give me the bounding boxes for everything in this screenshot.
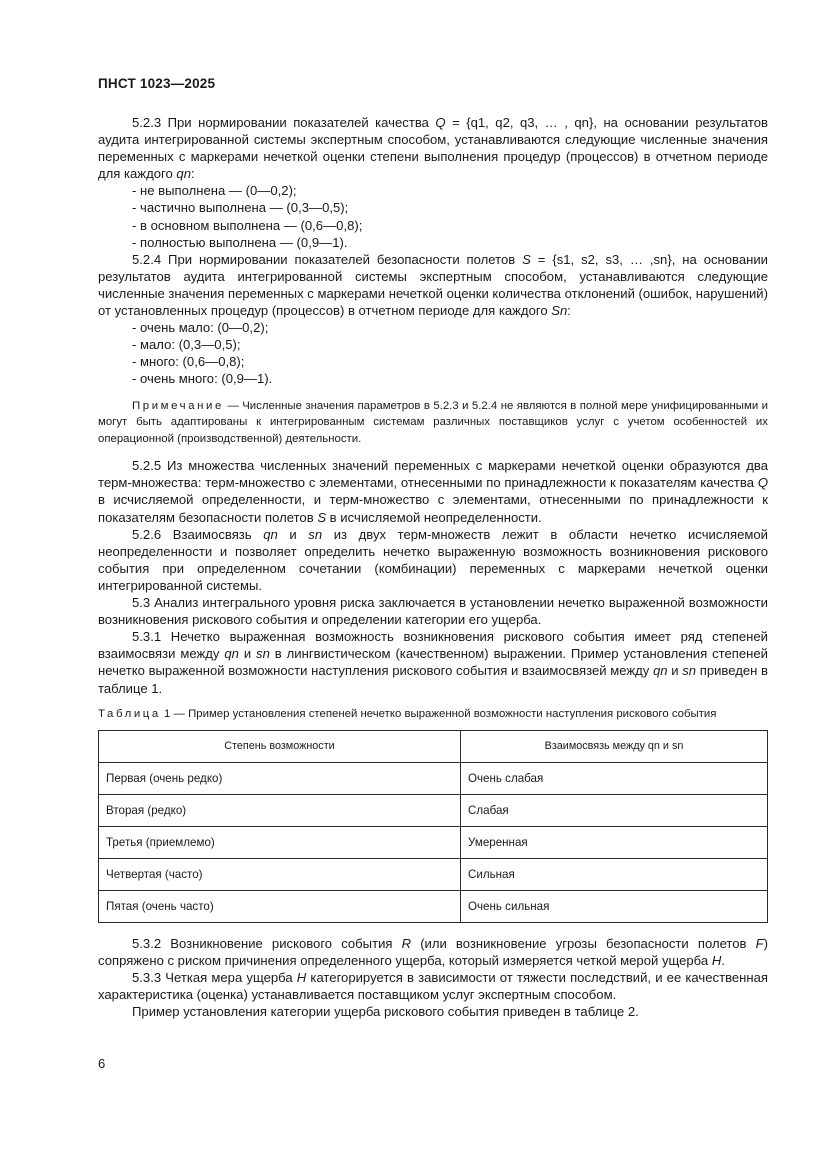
variable: F [755,935,764,951]
variable: qn [176,166,191,182]
column-header: Взаимосвязь между qn и sn [461,730,768,762]
table-row [99,826,768,858]
paragraph-5-3-1 [98,628,768,696]
table-cell: Четвертая (часто) [99,858,461,890]
paragraph-5-2-6 [98,526,768,594]
list-item: - частично выполнена — (0,3—0,5); [132,200,349,216]
list-item: - очень много: (0,9—1). [132,371,273,387]
variable: Q [435,115,446,130]
variable: qn [224,646,239,662]
text-run: 5.2.5 Из множества численных значений переменных с маркерами нечеткой оценки образуются два терм-множества: терм-множество с элементами, отнесенными по принадлежности к показателям качества [98,458,768,491]
text-run: : [190,166,195,182]
paragraph-5-3-2 [98,935,768,969]
variable: sn [308,526,323,542]
text-run: . [721,952,725,968]
text-run: приведен в таблице 1. [98,663,769,696]
text-run: , на основании результатов аудита интегрированной системы экспертным способом, устанавливаются следующие численные значения переменных с маркерами нечеткой оценки количества отклонений (ошибок, нарушений) от установленных процедур (процессов) в отчетном периоде для каждого [98,251,768,319]
text-run: : [567,303,571,319]
table-row [99,762,768,794]
variable: S [522,251,531,267]
variable: H [296,969,307,985]
table-cell: Первая (очень редко) [99,762,461,794]
variable: Q [757,475,768,491]
text-run: и [238,646,257,662]
paragraph-5-2-4 [98,251,768,319]
variable: H [711,952,722,968]
table-cell: Вторая (редко) [99,794,461,826]
list-item: - много: (0,6—0,8); [132,354,245,370]
list-item: - полностью выполнена — (0,9—1). [132,234,348,250]
paragraph-table-2-reference: Пример установления категории ущерба рискового события приведен в таблице 2. [132,1003,639,1019]
text-run: из двух терм-множеств лежит в области нечетко исчисляемой неопределенности и позволяет определить нечетко выраженную возможность возникновения рискового события при определенном сочетании (комбинации) переменных с маркерами нечеткой оценки интегрированной системы. [98,526,768,593]
column-header: Степень возможности [99,730,461,762]
table-cell: Третья (приемлемо) [99,826,461,858]
deviation-levels-list [98,319,768,387]
text-run: ) сопряжено с риском причинения определенного ущерба, который измеряется четкой мерой ущерба [98,935,769,968]
table-caption-label: Таблица [98,707,161,720]
paragraph-5-3-3 [98,969,768,1003]
text-run: категорируется в зависимости от тяжести последствий, и ее качественная характеристика (оценка) устанавливается поставщиком услуг экспертным способом. [98,969,768,1002]
text-run: 5.3.3 Четкая мера ущерба [132,969,297,985]
table-cell: Сильная [461,858,768,890]
variable: sn [682,663,697,679]
set-formula: = {q1, q2, q3, … , qn} [445,115,594,130]
text-run: (или возникновение угрозы безопасности полетов [411,935,756,951]
variable: S [317,509,327,525]
list-item: - не выполнена — (0—0,2); [132,183,297,199]
table-row [99,858,768,890]
note [98,398,768,448]
variable: qn [653,663,668,679]
table-cell: Очень слабая [461,762,768,794]
variable: qn [263,526,278,542]
list-item: - в основном выполнена — (0,6—0,8); [132,217,363,233]
variable: R [401,935,412,951]
table-caption [98,707,768,722]
document-body [98,114,768,1020]
list-item: - очень мало: (0—0,2); [132,320,269,336]
table-cell: Умеренная [461,826,768,858]
text-run: 5.2.4 При нормировании показателей безопасности полетов [132,251,523,267]
text-run: 5.3.2 Возникновение рискового события [132,935,402,951]
note-label: Примечание [132,399,224,412]
text-run: и [667,663,683,679]
text-run: 5.3.1 Нечетко выраженная возможность возникновения рискового события имеет ряд степеней взаимосвязи между [98,629,768,662]
paragraph-5-2-5 [98,457,768,525]
table-row [99,890,768,922]
table-header-row [99,730,768,762]
text-run: и [277,526,309,542]
text-run: в исчисляемой определенности, и терм-множество с элементами, отнесенными по принадлежности к показателям безопасности полетов [98,492,768,525]
quality-levels-list [98,182,768,250]
table-cell: Слабая [461,794,768,826]
list-item: - мало: (0,3—0,5); [132,337,241,353]
table-caption-text: 1 — Пример установления степеней нечетко выраженной возможности наступления рискового события [160,707,717,720]
table-row [99,794,768,826]
page-number: 6 [98,1056,106,1071]
table-cell: Пятая (очень часто) [99,890,461,922]
variable: sn [256,646,270,662]
text-run: , на основании результатов аудита интегрированной системы экспертным способом, устанавливаются следующие численные значения переменных с маркерами нечеткой оценки степени выполнения процедур (процессов) в отчетном периоде для каждого [98,115,768,182]
table-1 [98,730,768,923]
document-header: ПНСТ 1023—2025 [98,76,216,91]
set-formula: = {s1, s2, s3, … ,sn} [530,251,672,267]
text-run: в лингвистическом (качественном) выражении. Пример установления степеней нечетко выраженной возможности наступления рискового события и взаимосвязей между [98,646,768,679]
paragraph-5-3: 5.3 Анализ интегрального уровня риска заключается в установлении нечетко выраженной возможности возникновения рискового события и определении категории его ущерба. [98,595,768,628]
note-text: — Численные значения параметров в 5.2.3 и 5.2.4 не являются в полной мере унифицированными и могут быть адаптированы к интегрированным системам различных поставщиков услуг с учетом особенностей их операционной (производственной) деятельности. [98,399,768,445]
variable: Sn [551,303,568,319]
paragraph-5-2-3 [98,114,768,182]
table-cell: Очень сильная [461,890,768,922]
text-run: 5.2.3 При нормировании показателей качества [132,115,436,130]
text-run: 5.2.6 Взаимосвязь [132,526,264,542]
text-run: в исчисляемой неопределенности. [326,509,542,525]
